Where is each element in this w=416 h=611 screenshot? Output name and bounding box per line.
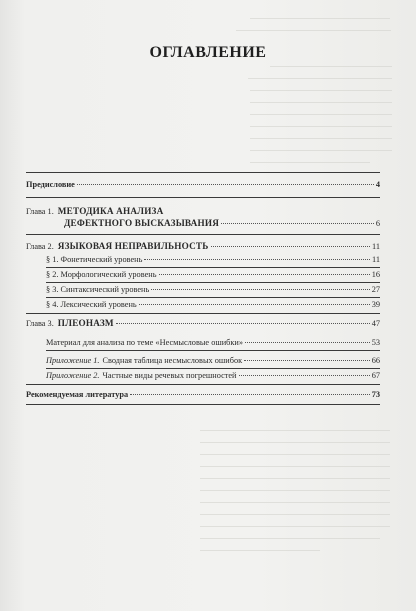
divider: [46, 350, 380, 351]
divider: [26, 313, 380, 314]
divider: [46, 267, 380, 268]
toc-entry-chapter-1-cont: ДЕФЕКТНОГО ВЫСКАЗЫВАНИЯ 6: [64, 218, 380, 228]
toc-entry-section-1: § 1. Фонетический уровень 11: [46, 255, 380, 264]
divider: [46, 297, 380, 298]
divider: [46, 368, 380, 369]
toc-entry-literature: Рекомендуемая литература 73: [26, 390, 380, 399]
toc-entry-appendix-2: Приложение 2. Частные виды речевых погрешностей 67: [46, 371, 380, 380]
toc-entry-preface: Предисловие 4: [26, 180, 380, 189]
divider: [26, 234, 380, 235]
divider: [26, 172, 380, 173]
toc-entry-section-4: § 4. Лексический уровень 39: [46, 300, 380, 309]
divider: [26, 404, 380, 405]
toc-entry-material: Материал для анализа по теме «Несмысловые ошибки» 53: [46, 338, 380, 347]
toc-entry-chapter-2: Глава 2. ЯЗЫКОВАЯ НЕПРАВИЛЬНОСТЬ 11: [26, 241, 380, 251]
divider: [26, 384, 380, 385]
toc-entry-chapter-1: Глава 1. МЕТОДИКА АНАЛИЗА: [26, 206, 164, 216]
toc-entry-section-2: § 2. Морфологический уровень 16: [46, 270, 380, 279]
divider: [26, 197, 380, 198]
divider: [46, 282, 380, 283]
page-title: ОГЛАВЛЕНИЕ: [149, 44, 267, 61]
toc-entry-appendix-1: Приложение 1. Сводная таблица несмысловых ошибок 66: [46, 356, 380, 365]
toc-entry-chapter-3: Глава 3. ПЛЕОНАЗМ 47: [26, 318, 380, 328]
toc-entry-section-3: § 3. Синтаксический уровень 27: [46, 285, 380, 294]
